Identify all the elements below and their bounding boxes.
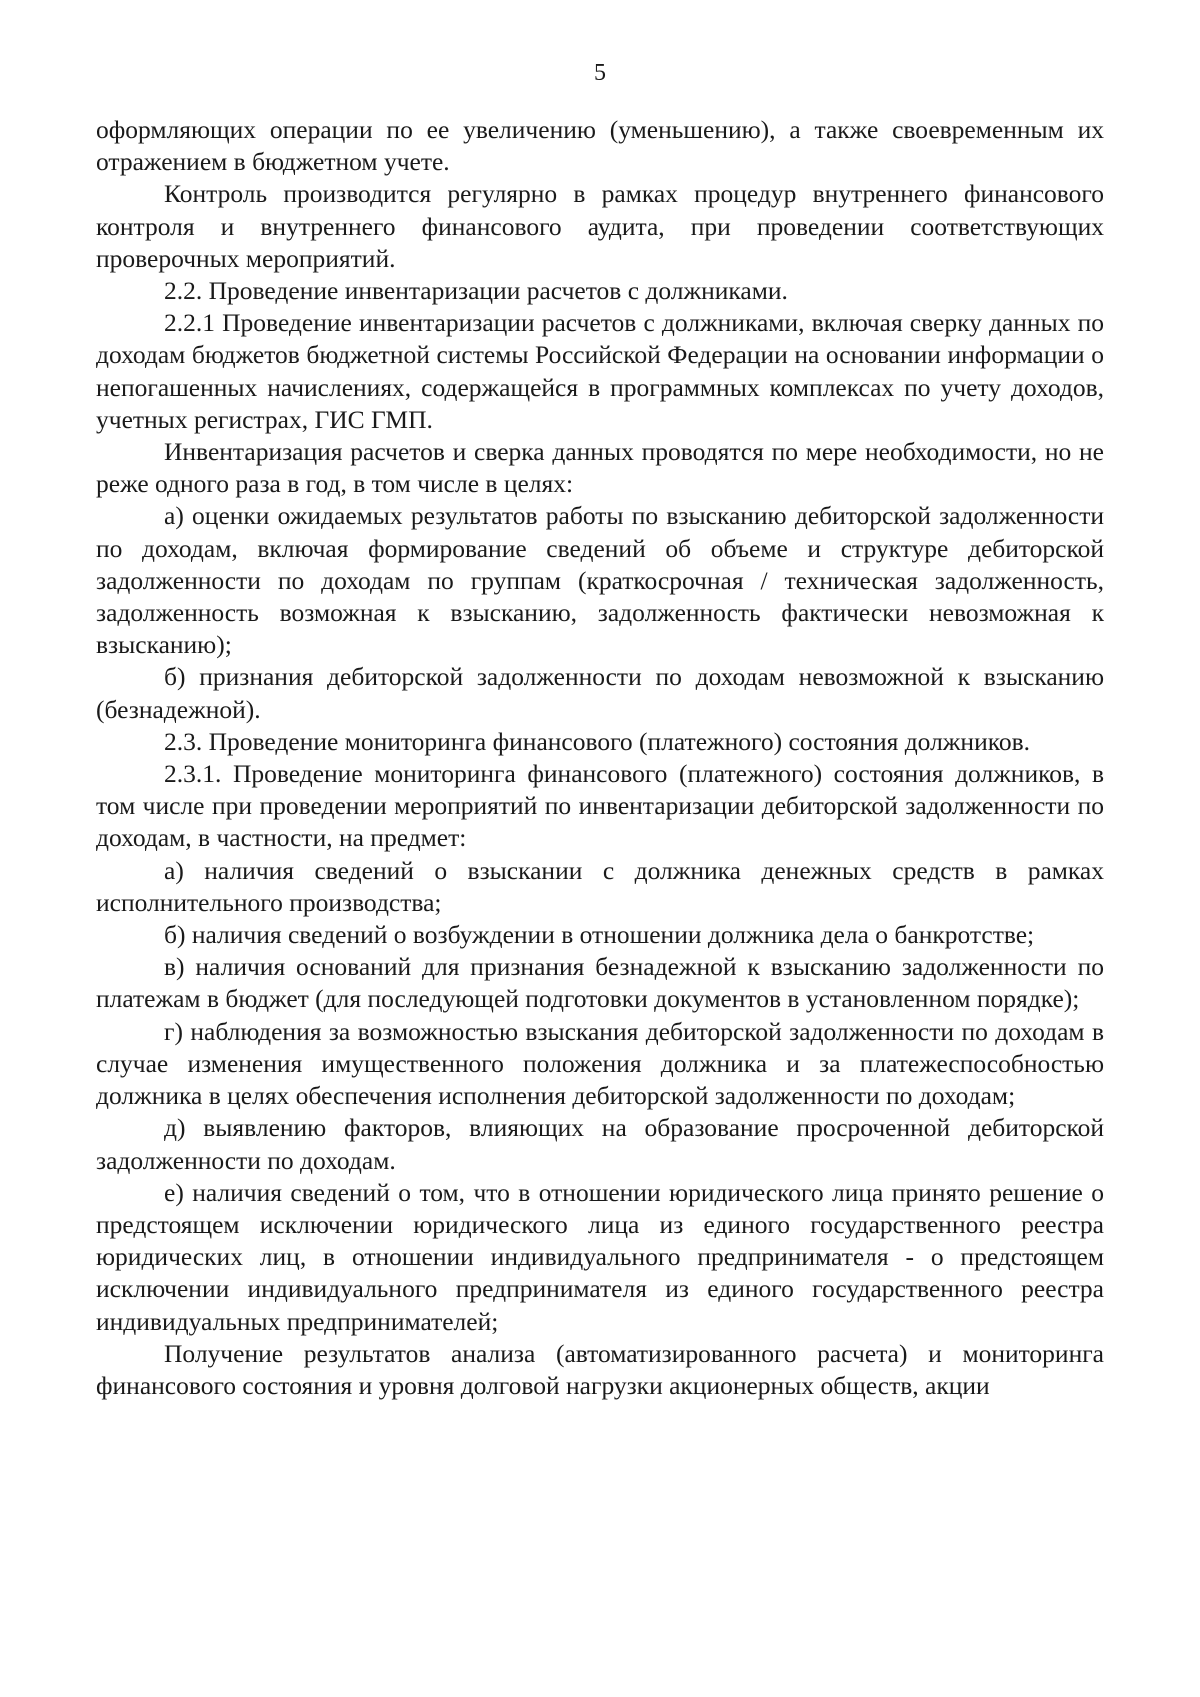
- list-item-a: а) оценки ожидаемых результатов работы по взысканию дебиторской задолженности по доходам, включая формирование сведений об объеме и структуре дебиторской задолженности по доходам по группам (краткосрочная / техническая задолженность, задолженность возможная к взысканию, задолженность фактически невозможная к взысканию);: [96, 501, 1104, 660]
- paragraph-inventory: Инвентаризация расчетов и сверка данных проводятся по мере необходимости, но не реже одного раза в год, в том числе в целях:: [96, 437, 1104, 499]
- section-heading-2-2: 2.2. Проведение инвентаризации расчетов с должниками.: [164, 276, 788, 306]
- list-item-d: д) выявлению факторов, влияющих на образование просроченной дебиторской задолженности по доходам.: [96, 1113, 1104, 1175]
- list-item-v: в) наличия оснований для признания безнадежной к взысканию задолженности по платежам в бюджет (для последующей подготовки документов в установленном порядке);: [96, 952, 1104, 1014]
- list-item-e: е) наличия сведений о том, что в отношении юридического лица принято решение о предстоящем исключении юридического лица из единого государственного реестра юридических лиц, в отношении индивидуального предпринимателя - о предстоящем исключении индивидуального предпринимателя из единого государственного реестра индивидуальных предпринимателей;: [96, 1177, 1104, 1336]
- paragraph-analysis: Получение результатов анализа (автоматизированного расчета) и мониторинга финансового состояния и уровня долговой нагрузки акционерных обществ, акции: [96, 1338, 1104, 1400]
- paragraph-2-2-1: 2.2.1 Проведение инвентаризации расчетов с должниками, включая сверку данных по доходам бюджетов бюджетной системы Российской Федерации на основании информации о непогашенных начислениях, содержащейся в программных комплексах по учету доходов, учетных регистрах, ГИС ГМП.: [96, 308, 1104, 434]
- list-item-b: б) наличия сведений о возбуждении в отношении должника дела о банкротстве;: [164, 920, 1035, 950]
- list-item-a: а) наличия сведений о взыскании с должника денежных средств в рамках исполнительного производства;: [96, 855, 1104, 917]
- paragraph-continuation: оформляющих операции по ее увеличению (уменьшению), а также своевременным их отражением в бюджетном учете.: [96, 115, 1104, 177]
- paragraph-control: Контроль производится регулярно в рамках процедур внутреннего финансового контроля и внутреннего финансового аудита, при проведении соответствующих проверочных мероприятий.: [96, 179, 1104, 273]
- section-heading-2-3: 2.3. Проведение мониторинга финансового (платежного) состояния должников.: [164, 726, 1030, 756]
- list-item-g: г) наблюдения за возможностью взыскания дебиторской задолженности по доходам в случае изменения имущественного положения должника и за платежеспособностью должника в целях обеспечения исполнения дебиторской задолженности по доходам;: [96, 1016, 1104, 1111]
- list-item-b: б) признания дебиторской задолженности по доходам невозможной к взысканию (безнадежной).: [96, 662, 1104, 724]
- page-number: 5: [594, 60, 606, 86]
- paragraph-2-3-1: 2.3.1. Проведение мониторинга финансового (платежного) состояния должников, в том числе при проведении мероприятий по инвентаризации дебиторской задолженности по доходам, в частности, на предмет:: [96, 759, 1104, 853]
- document-body: [96, 114, 1104, 1402]
